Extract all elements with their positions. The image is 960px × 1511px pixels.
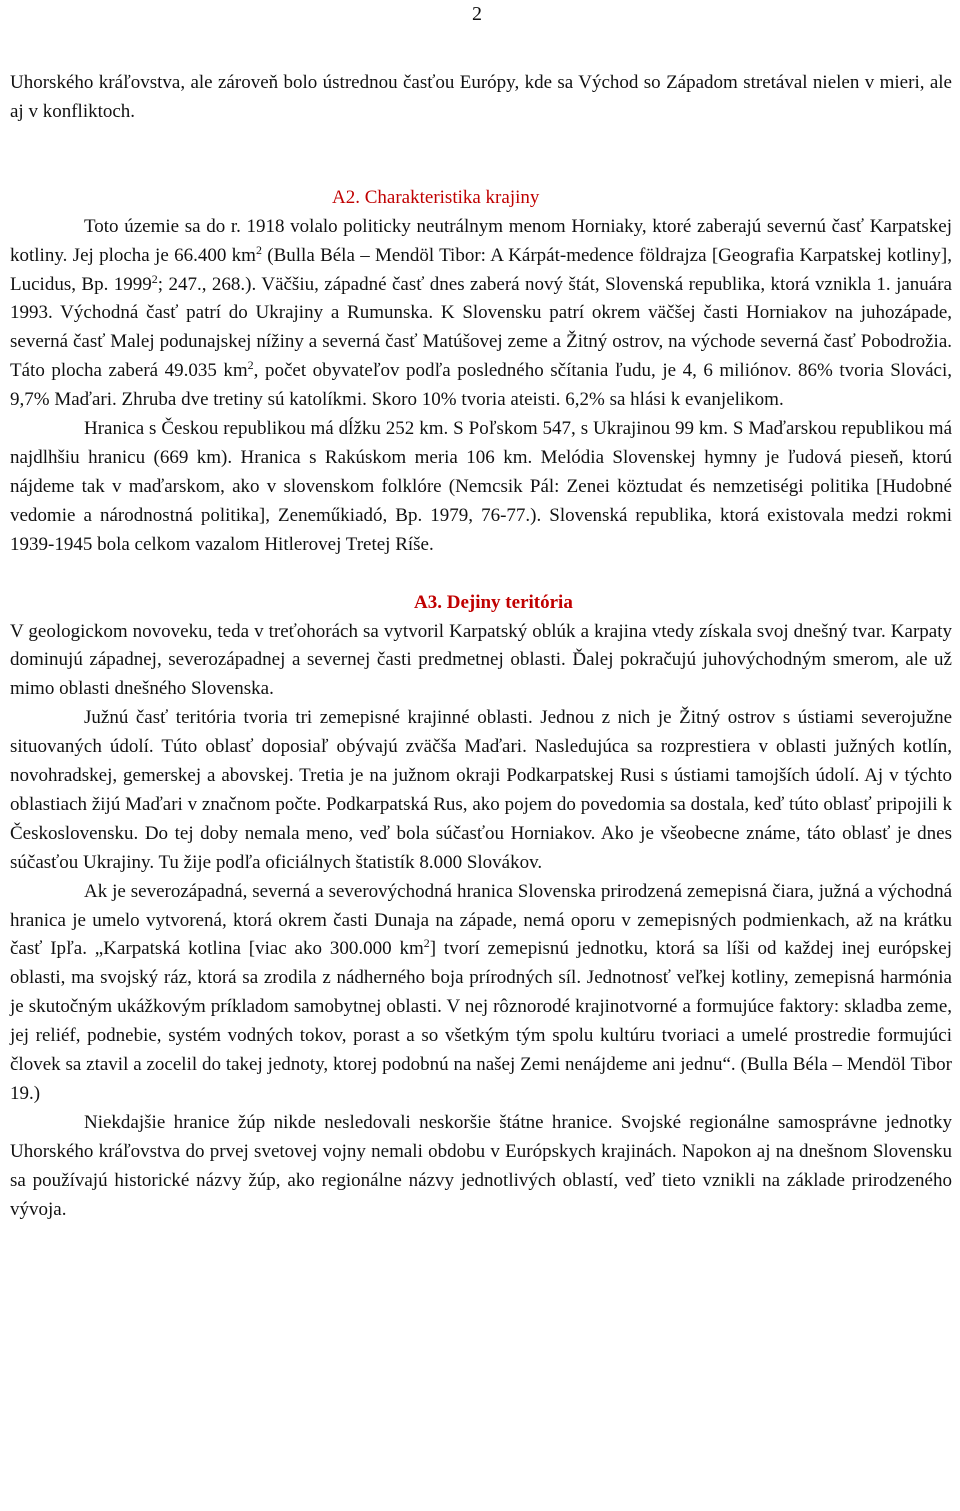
section-a3-title: Dejiny teritória bbox=[446, 591, 573, 613]
section-a2-paragraph-2: Hranica s Českou republikou má dĺžku 252 km. S Poľskom 547, s Ukrajinou 99 km. S Maďarskou republikou má najdlhšiu hranicu (669 km). Hranica s Rakúskom meria 106 km. Melódia Slovenskej hymny je ľudová pieseň, ktorú nájdeme tak v maďarskom, ako v slovenskom folklóre (Nemcsik Pál: Zenei köztudat és nemzetiségi politika [Hudobné vedomie a národnostná politika], Zeneműkiadó, Bp. 1979, 76-77.). Slovenská republika, ktorá existovala medzi rokmi 1939-1945 bola celkom vazalom Hitlerovej Tretej Ríše. bbox=[10, 418, 952, 555]
superscript: 2 bbox=[247, 358, 254, 373]
text-run: (Bulla Béla – Mendöl Tibor: A Kárpát-medence földrajza [Geografia Karpatskej kotliny], Lucidus, Bp. 1999 bbox=[10, 244, 952, 295]
intro-paragraph: Uhorského kráľovstva, ale zároveň bolo ústrednou časťou Európy, kde sa Východ so Západom stretával nielen v mieri, ale aj v konfliktoch. bbox=[10, 72, 952, 122]
section-a2-heading bbox=[10, 184, 952, 213]
section-a2-number: A2. bbox=[332, 186, 360, 208]
section-a2-title: Charakteristika krajiny bbox=[364, 186, 540, 208]
text-run: Ak je severozápadná, severná a severovýchodná hranica Slovenska prirodzená zemepisná čiara, južná a východná hranica je umelo vytvorená, ktorá okrem časti Dunaja na západe, nemá oporu v zemepisných podmienkach, až na krátku časť Ipľa. „Karpatská kotlina [viac ako 300.000 km bbox=[10, 880, 952, 960]
superscript: 2 bbox=[151, 271, 158, 286]
text-run: ; 247., 268.). Väčšiu, západné časť dnes zaberá nový štát, Slovenská republika, ktorá vznikla 1. januára 1993. Východná časť patrí do Ukrajiny a Rumunska. K Slovensku patrí okrem väčšej časti Horniakov na juhozápade, severná časť Malej podunajskej nížiny a severná časť Matúšovej zeme a Žitný ostrov, na východe severná časť Pobodrožia. Táto plocha zaberá 49.035 km bbox=[10, 273, 952, 382]
section-a3-paragraph-1: V geologickom novoveku, teda v treťohorách sa vytvoril Karpatský oblúk a krajina vtedy získala svoj dnešný tvar. Karpaty dominujú západnej, severozápadnej a severnej časti predmetnej oblasti. Ďalej pokračujú juhovýchodným smerom, ale už mimo oblasti dnešného Slovenska. bbox=[10, 620, 952, 700]
text-run: Toto územie sa do r. 1918 volalo politicky neutrálnym menom Horniaky, ktoré zaberajú severnú časť Karpatskej kotliny. Jej plocha je 66.400 km bbox=[10, 215, 952, 266]
section-a2-paragraph-1 bbox=[10, 213, 952, 415]
section-a3-paragraph-3 bbox=[10, 878, 952, 1109]
text-run: ] tvorí zemepisnú jednotku, ktorá sa líši od každej inej európskej oblasti, ma svojský ráz, ktorá sa zrodila z nádherného boja prírodných síl. Jednotnosť veľkej kotliny, zemepisná harmónia je skutočným ukážkovým príkladom samobytnej oblasti. V nej rôznorodé krajinotvorné a formujúce faktory: skladba zeme, jej reliéf, podnebie, systém vodných tokov, porast a so všetkým tým spolu kultúru tvoriaci a umelé prostredie formujúci človek sa ztavil a zocelil do takej jednoty, ktorej podobnú na našej Zemi nenájdeme ani jednu“. (Bulla Béla – Mendöl Tibor 19.) bbox=[10, 938, 952, 1104]
section-a3-paragraph-4: Niekdajšie hranice žúp nikde nesledovali neskoršie štátne hranice. Svojské regionálne samosprávne jednotky Uhorského kráľovstva do prvej svetovej vojny nemali obdobu v Európskych krajinách. Napokon aj na dnešnom Slovensku sa používajú historické názvy žúp, ako regionálne názvy jednotlivých oblastí, veď tieto vznikli na základe prirodzeného vývoja. bbox=[10, 1111, 952, 1220]
page-number: 2 bbox=[472, 3, 482, 25]
section-a3-heading bbox=[10, 589, 952, 618]
superscript: 2 bbox=[255, 242, 262, 257]
document-body bbox=[10, 69, 952, 1225]
section-a3-paragraph-2: Južnú časť teritória tvoria tri zemepisné krajinné oblasti. Jednou z nich je Žitný ostrov s ústiami severojužne situovaných údolí. Túto oblasť doposiaľ obývajú zväčša Maďari. Nasledujúca sa rozprestiera v oblasti južných kotlín, novohradskej, gemerskej a abovskej. Tretia je na južnom okraji Podkarpatskej Rusi s ústiami tamojších údolí. Aj v týchto oblastiach žijú Maďari v značnom počte. Podkarpatská Rus, ako pojem do povedomia sa dostala, keď túto oblasť pripojili k Československu. Do tej doby nemala meno, veď bola súčasťou Horniakov. Ako je všeobecne známe, táto oblasť je dnes súčasťou Ukrajiny. Tu žije podľa oficiálnych štatistík 8.000 Slovákov. bbox=[10, 707, 952, 873]
section-a3-number: A3. bbox=[414, 591, 442, 613]
superscript: 2 bbox=[423, 936, 430, 951]
text-run: , počet obyvateľov podľa posledného sčítania ľudu, je 4, 6 miliónov. 86% tvoria Slováci, 9,7% Maďari. Zhruba dve tretiny sú katolíkmi. Skoro 10% tvoria ateisti. 6,2% sa hlási k evanjelikom. bbox=[10, 360, 952, 411]
